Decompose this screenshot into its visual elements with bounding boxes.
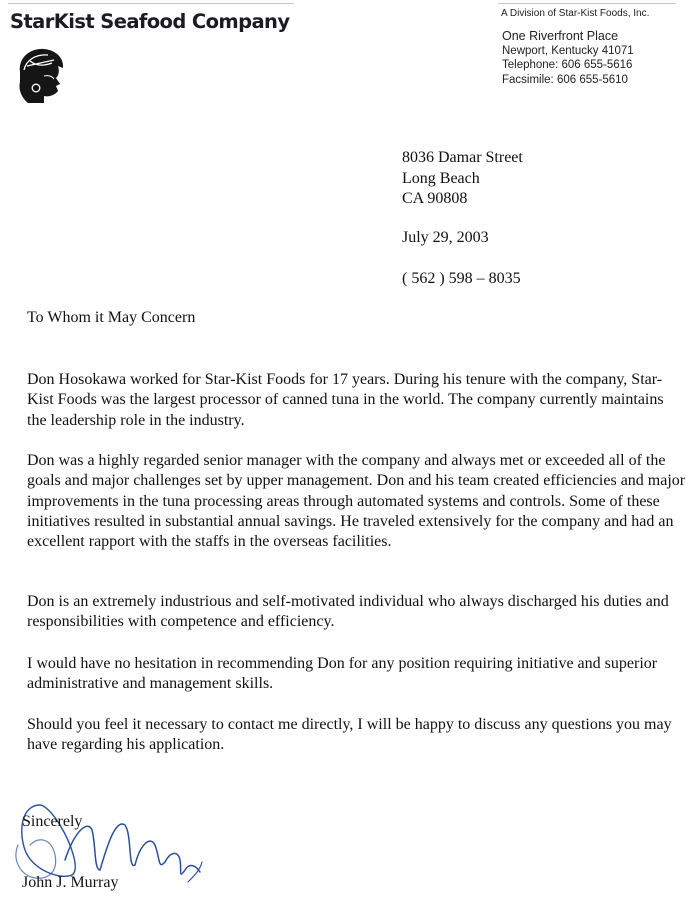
- letterhead-rule-right: [498, 3, 676, 4]
- pirate-charlie-head-icon: [14, 46, 66, 104]
- company-name-text: StarKist Seafood Company: [10, 10, 290, 33]
- letterhead-rule-left: [8, 3, 294, 4]
- paragraph-recommendation: I would have no hesitation in recommending Don for any position requiring initiative and superior administrative and management skills.: [27, 655, 658, 693]
- signer-name: John J. Murray: [22, 874, 119, 891]
- paragraph-tenure: Don Hosokawa worked for Star-Kist Foods for 17 years. During his tenure with the company, Star-Kist Foods was the largest processor of canned tuna in the world. The company currently maintains the leadership role in the industry.: [27, 371, 664, 429]
- sender-city: Long Beach: [402, 169, 480, 187]
- sender-phone: ( 562 ) 598 – 8035: [402, 270, 521, 287]
- division-line: A Division of Star-Kist Foods, Inc.: [501, 8, 650, 19]
- company-address: [502, 29, 634, 87]
- sender-street: 8036 Damar Street: [402, 149, 523, 166]
- company-facsimile: Facsimile: 606 655-5610: [502, 73, 628, 86]
- company-city: Newport, Kentucky 41071: [502, 44, 634, 57]
- salutation: To Whom it May Concern: [27, 309, 196, 326]
- closing: Sincerely: [22, 813, 83, 830]
- sender-state-zip: CA 90808: [402, 190, 468, 207]
- paragraph-contact: Should you feel it necessary to contact me directly, I will be happy to discuss any questions you may have regarding his application.: [27, 716, 672, 754]
- company-telephone: Telephone: 606 655-5616: [502, 59, 633, 71]
- paragraph-performance: Don was a highly regarded senior manager with the company and always met or exceeded all of the goals and major challenges set by upper management. Don and his team created efficiencies and major improvements in the tuna processing areas through automated systems and controls. Some of these initiatives resulted in substantial annual savings. He traveled extensively for the company and had an excellent rapport with the staffs in the overseas facilities.: [27, 452, 686, 551]
- paragraph-character: Don is an extremely industrious and self-motivated individual who always discharged his duties and responsibilities with competence and efficiency.: [27, 593, 669, 631]
- sender-address: [402, 148, 523, 210]
- letter-date: July 29, 2003: [402, 229, 489, 246]
- company-street: One Riverfront Place: [502, 29, 619, 43]
- company-name: [10, 10, 289, 33]
